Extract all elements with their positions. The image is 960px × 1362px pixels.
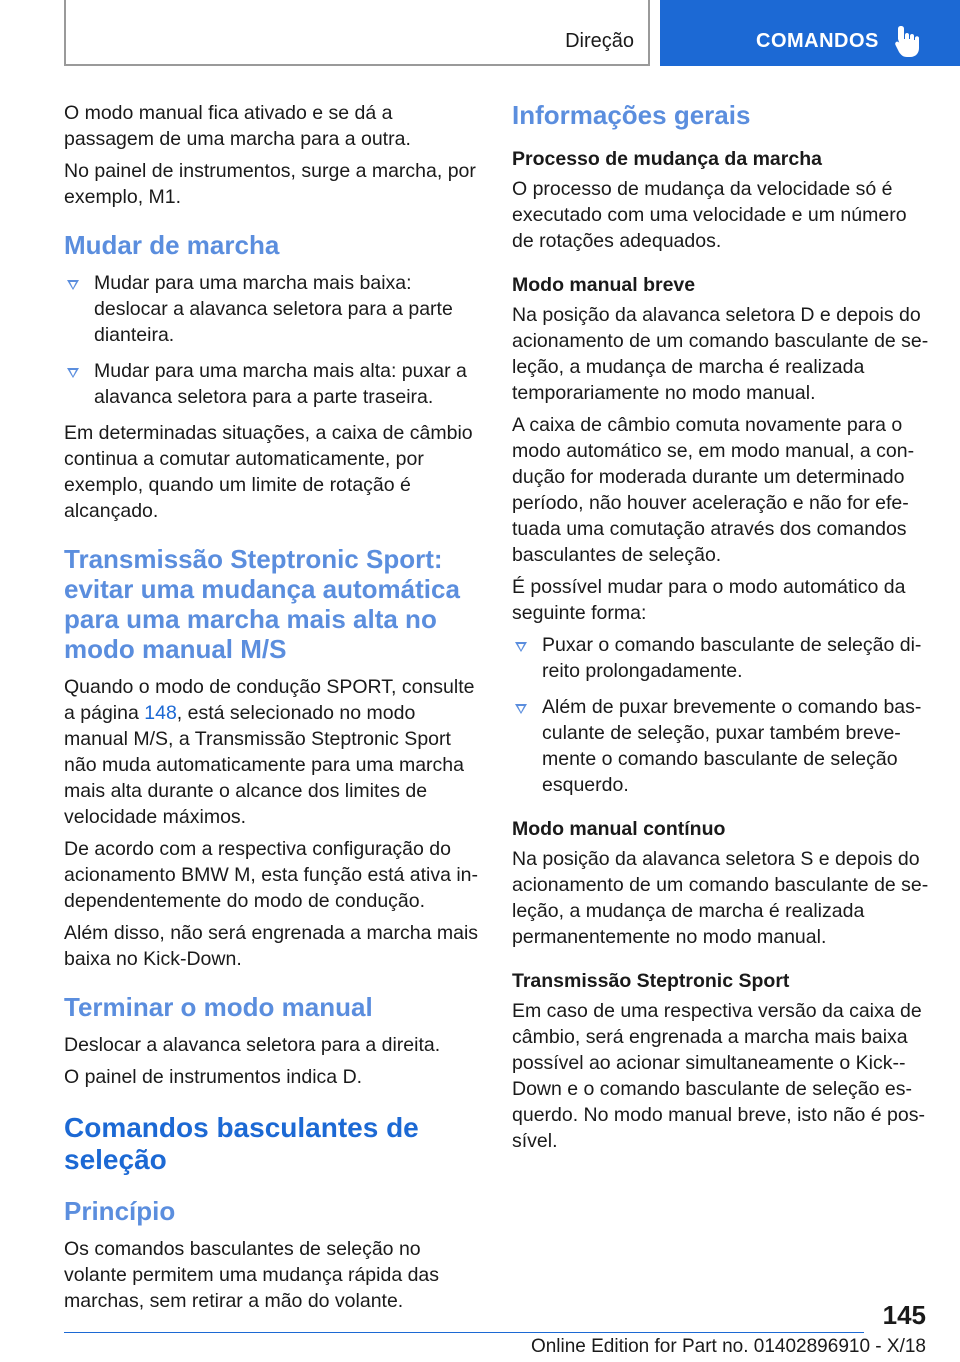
heading-transmissao-steptronic: Transmissão Steptronic Sport: evitar uma mudança automática para uma marcha mais alta no modo manual M/S (64, 544, 460, 664)
bullet-list-auto (512, 632, 930, 798)
paragraph: É possível mudar para o modo automático da seguinte forma: (512, 576, 906, 624)
paragraph: Deslocar a alavanca seletora para a direita. (64, 1034, 441, 1056)
triangle-bullet-icon (67, 280, 79, 290)
list-item: Mudar para uma marcha mais baixa: deslocar a alavanca seletora para a parte dianteira. (64, 270, 482, 348)
right-column (512, 100, 930, 1160)
list-item: Além de puxar brevemente o comando basculante de seleção, puxar também brevemente o comando basculante de seleção esquerdo. (512, 694, 930, 798)
subheading-modo-manual-continuo: Modo manual contínuo (512, 818, 726, 840)
left-column (64, 100, 482, 1320)
triangle-bullet-icon (515, 704, 527, 714)
header-tab-label: COMANDOS (756, 30, 879, 52)
heading-informacoes-gerais: Informações gerais (512, 100, 751, 130)
footer-edition: Online Edition for Part no. 01402896910 - X/18 (530, 1336, 926, 1357)
paragraph: Na posição da alavanca seletora S e depois do acionamento de um comando basculante de seleção, a mudança de marcha é realizada permanentemente no modo manual. (512, 848, 929, 948)
paragraph: A caixa de câmbio comuta novamente para o modo automático se, em modo manual, a condução for moderada durante um determinado período, não houver aceleração e não for efetuada uma comutação através dos comandos basculantes de seleção. (512, 414, 915, 566)
paragraph: De acordo com a respectiva configuração do acionamento BMW M, esta função está ativa independentemente do modo de condução. (64, 838, 479, 912)
list-item: Mudar para uma marcha mais alta: puxar a alavanca seletora para a parte traseira. (64, 358, 482, 410)
triangle-bullet-icon (67, 368, 79, 378)
paragraph: Os comandos basculantes de seleção no volante permitem uma mudança rápida das marchas, sem retirar a mão do volante. (64, 1238, 440, 1312)
paragraph: Além disso, não será engrenada a marcha mais baixa no Kick-Down. (64, 922, 479, 970)
paragraph: Na posição da alavanca seletora D e depois do acionamento de um comando basculante de seleção, a mudança de marcha é realizada temporariamente no modo manual. (512, 304, 929, 404)
heading-mudar-de-marcha: Mudar de marcha (64, 230, 280, 260)
subheading-transmissao-steptronic-sport: Transmissão Steptronic Sport (512, 970, 790, 992)
paragraph: Em caso de uma respectiva versão da caixa de câmbio, será engrenada a marcha mais baixa possível ao acionar simultaneamente o Kick-Down e o comando basculante de seleção esquerdo. No modo manual breve, isto não é possível. (512, 1000, 926, 1152)
page-number: 145 (882, 1300, 926, 1330)
header-section-title: Direção (565, 30, 634, 52)
page-link-148[interactable]: 148 (144, 702, 177, 724)
paragraph: O painel de instrumentos indica D. (64, 1066, 363, 1088)
header-section-box (64, 0, 650, 66)
hand-pointer-icon (894, 24, 924, 58)
paragraph: Quando o modo de condução SPORT, consulte a página 148, está selecionado no modo manual M/S, a Transmissão Steptronic Sport não muda automaticamente para uma marcha mais alta durante o alcance dos limites de velocidade máximos. (64, 676, 475, 828)
bullet-list-mudar (64, 270, 482, 410)
triangle-bullet-icon (515, 642, 527, 652)
subheading-modo-manual-breve: Modo manual breve (512, 274, 696, 296)
paragraph: O processo de mudança da velocidade só é executado com uma velocidade e um número de rotações adequados. (512, 178, 907, 252)
list-item: Puxar o comando basculante de seleção direito prolongadamente. (512, 632, 930, 684)
paragraph: No painel de instrumentos, surge a marcha, por exemplo, M1. (64, 160, 476, 208)
heading-comandos-basculantes: Comandos basculantes de seleção (64, 1112, 419, 1175)
heading-terminar-modo-manual: Terminar o modo manual (64, 992, 373, 1022)
footer-divider (64, 1332, 864, 1333)
heading-principio: Princípio (64, 1196, 176, 1226)
paragraph: Em determinadas situações, a caixa de câmbio continua a comutar automaticamente, por exemplo, quando um limite de rotação é alcançado. (64, 422, 473, 522)
subheading-processo-mudanca: Processo de mudança da marcha (512, 148, 822, 170)
header-tab-comandos[interactable] (660, 0, 960, 66)
paragraph: O modo manual fica ativado e se dá a passagem de uma marcha para a outra. (64, 102, 411, 150)
